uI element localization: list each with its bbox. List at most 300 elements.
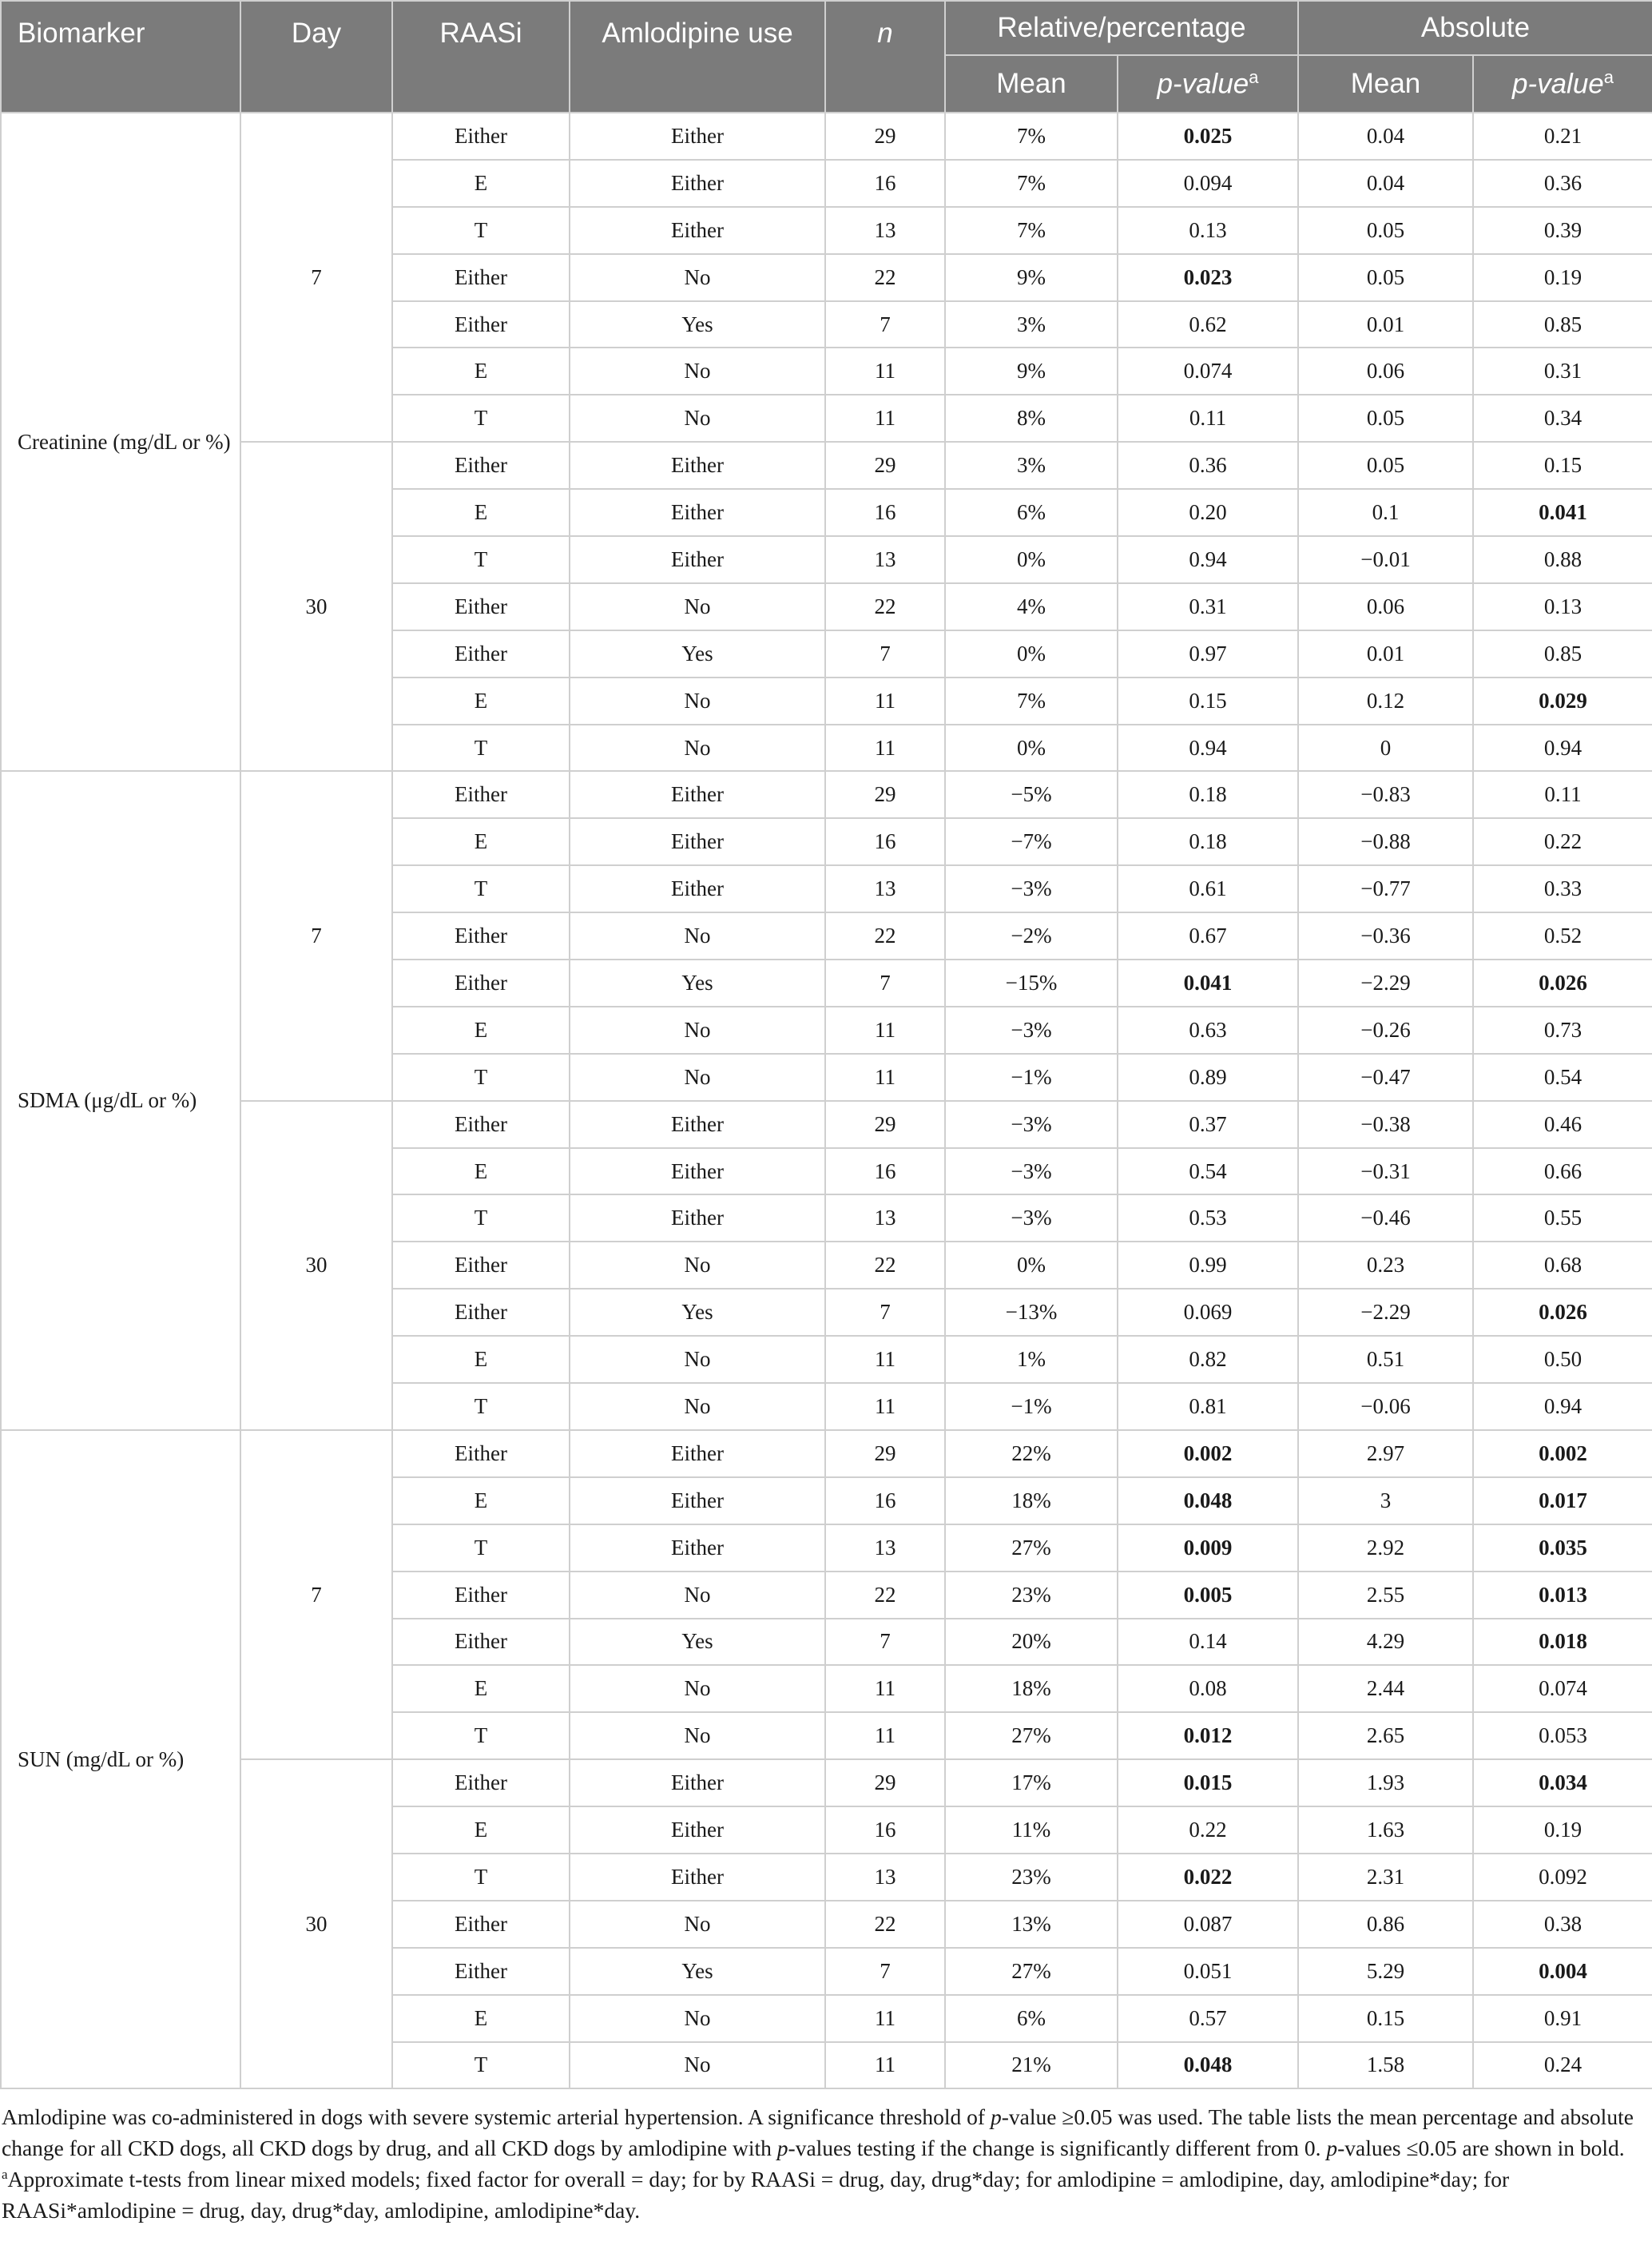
absolute-pvalue-cell: 0.074 <box>1473 1665 1652 1712</box>
relative-mean-cell: −3% <box>945 1101 1118 1148</box>
header-rel-pvalue: p-value$^a$ <box>1118 55 1298 113</box>
absolute-mean-cell: 0.04 <box>1298 113 1473 160</box>
absolute-mean-cell: −0.77 <box>1298 865 1473 912</box>
relative-mean-cell: 1% <box>945 1336 1118 1383</box>
raasi-cell: Either <box>392 254 570 301</box>
relative-mean-cell: 3% <box>945 301 1118 348</box>
amlodipine-cell: No <box>570 1712 825 1759</box>
amlodipine-cell: No <box>570 1901 825 1948</box>
relative-mean-cell: −3% <box>945 1148 1118 1195</box>
relative-pvalue-cell: 0.18 <box>1118 771 1298 818</box>
raasi-cell: E <box>392 1477 570 1524</box>
absolute-pvalue-cell: 0.19 <box>1473 254 1652 301</box>
table-row <box>1 113 1652 160</box>
absolute-mean-cell: 2.97 <box>1298 1430 1473 1477</box>
raasi-cell: T <box>392 725 570 772</box>
raasi-cell: E <box>392 1336 570 1383</box>
absolute-pvalue-cell: 0.053 <box>1473 1712 1652 1759</box>
header-biomarker: Biomarker <box>1 1 240 113</box>
relative-pvalue-cell: 0.048 <box>1118 2042 1298 2089</box>
amlodipine-cell: Either <box>570 1854 825 1901</box>
absolute-mean-cell: −0.83 <box>1298 771 1473 818</box>
amlodipine-cell: Either <box>570 771 825 818</box>
absolute-mean-cell: 0.06 <box>1298 583 1473 630</box>
relative-mean-cell: 4% <box>945 583 1118 630</box>
n-cell: 22 <box>825 1242 945 1289</box>
absolute-mean-cell: −0.47 <box>1298 1054 1473 1101</box>
raasi-cell: T <box>392 536 570 583</box>
raasi-cell: E <box>392 1007 570 1054</box>
amlodipine-cell: No <box>570 1665 825 1712</box>
raasi-cell: E <box>392 678 570 725</box>
relative-mean-cell: −3% <box>945 1007 1118 1054</box>
amlodipine-cell: Yes <box>570 1289 825 1336</box>
absolute-mean-cell: 2.65 <box>1298 1712 1473 1759</box>
relative-mean-cell: 17% <box>945 1759 1118 1806</box>
table-row <box>1 1759 1652 1806</box>
absolute-mean-cell: 2.92 <box>1298 1524 1473 1572</box>
relative-mean-cell: 9% <box>945 254 1118 301</box>
relative-pvalue-cell: 0.62 <box>1118 301 1298 348</box>
header-day: Day <box>240 1 392 113</box>
relative-pvalue-cell: 0.051 <box>1118 1948 1298 1995</box>
table-row <box>1 771 1652 818</box>
relative-mean-cell: 27% <box>945 1712 1118 1759</box>
absolute-mean-cell: −2.29 <box>1298 1289 1473 1336</box>
absolute-mean-cell: −0.01 <box>1298 536 1473 583</box>
absolute-mean-cell: 1.93 <box>1298 1759 1473 1806</box>
relative-pvalue-cell: 0.67 <box>1118 912 1298 960</box>
relative-pvalue-cell: 0.009 <box>1118 1524 1298 1572</box>
table-row <box>1 1430 1652 1477</box>
raasi-cell: E <box>392 489 570 536</box>
raasi-cell: E <box>392 1665 570 1712</box>
absolute-pvalue-cell: 0.19 <box>1473 1806 1652 1854</box>
amlodipine-cell: Either <box>570 1477 825 1524</box>
absolute-pvalue-cell: 0.68 <box>1473 1242 1652 1289</box>
relative-pvalue-cell: 0.022 <box>1118 1854 1298 1901</box>
header-n: n <box>825 1 945 113</box>
header-abs-mean: Mean <box>1298 55 1473 113</box>
relative-pvalue-cell: 0.53 <box>1118 1194 1298 1242</box>
raasi-cell: T <box>392 865 570 912</box>
absolute-pvalue-cell: 0.94 <box>1473 1383 1652 1430</box>
amlodipine-cell: Yes <box>570 1948 825 1995</box>
absolute-mean-cell: 0.06 <box>1298 348 1473 395</box>
relative-pvalue-cell: 0.37 <box>1118 1101 1298 1148</box>
raasi-cell: Either <box>392 912 570 960</box>
relative-pvalue-cell: 0.99 <box>1118 1242 1298 1289</box>
relative-mean-cell: 13% <box>945 1901 1118 1948</box>
absolute-pvalue-cell: 0.15 <box>1473 442 1652 489</box>
absolute-pvalue-cell: 0.36 <box>1473 160 1652 207</box>
n-cell: 16 <box>825 818 945 865</box>
header-amlodipine: Amlodipine use <box>570 1 825 113</box>
amlodipine-cell: No <box>570 678 825 725</box>
n-cell: 11 <box>825 1665 945 1712</box>
n-cell: 16 <box>825 1806 945 1854</box>
header-rel-mean: Mean <box>945 55 1118 113</box>
amlodipine-cell: No <box>570 725 825 772</box>
absolute-pvalue-cell: 0.002 <box>1473 1430 1652 1477</box>
amlodipine-cell: No <box>570 254 825 301</box>
raasi-cell: T <box>392 1524 570 1572</box>
raasi-cell: Either <box>392 1572 570 1619</box>
absolute-mean-cell: 0.05 <box>1298 254 1473 301</box>
n-cell: 13 <box>825 865 945 912</box>
raasi-cell: Either <box>392 1242 570 1289</box>
absolute-mean-cell: 0.05 <box>1298 207 1473 254</box>
relative-pvalue-cell: 0.81 <box>1118 1383 1298 1430</box>
table-body <box>1 113 1652 2088</box>
amlodipine-cell: Either <box>570 1806 825 1854</box>
absolute-pvalue-cell: 0.004 <box>1473 1948 1652 1995</box>
n-cell: 7 <box>825 301 945 348</box>
raasi-cell: Either <box>392 1948 570 1995</box>
raasi-cell: Either <box>392 1430 570 1477</box>
n-cell: 11 <box>825 395 945 442</box>
relative-pvalue-cell: 0.08 <box>1118 1665 1298 1712</box>
biomarker-cell: Creatinine (mg/dL or %) <box>1 113 240 771</box>
absolute-mean-cell: 0.01 <box>1298 630 1473 678</box>
relative-mean-cell: 6% <box>945 1995 1118 2042</box>
absolute-mean-cell: 2.44 <box>1298 1665 1473 1712</box>
relative-mean-cell: −15% <box>945 960 1118 1007</box>
n-cell: 13 <box>825 1524 945 1572</box>
n-cell: 13 <box>825 1854 945 1901</box>
n-cell: 22 <box>825 254 945 301</box>
raasi-cell: Either <box>392 1901 570 1948</box>
absolute-mean-cell: 0.1 <box>1298 489 1473 536</box>
table-row <box>1 1101 1652 1148</box>
absolute-pvalue-cell: 0.22 <box>1473 818 1652 865</box>
raasi-cell: T <box>392 395 570 442</box>
relative-mean-cell: 7% <box>945 678 1118 725</box>
n-cell: 11 <box>825 1995 945 2042</box>
amlodipine-cell: Either <box>570 489 825 536</box>
raasi-cell: Either <box>392 1289 570 1336</box>
absolute-pvalue-cell: 0.018 <box>1473 1619 1652 1666</box>
relative-mean-cell: 27% <box>945 1524 1118 1572</box>
absolute-pvalue-cell: 0.017 <box>1473 1477 1652 1524</box>
relative-mean-cell: 23% <box>945 1572 1118 1619</box>
n-cell: 22 <box>825 912 945 960</box>
day-cell: 30 <box>240 1101 392 1430</box>
absolute-mean-cell: 1.58 <box>1298 2042 1473 2089</box>
amlodipine-cell: No <box>570 395 825 442</box>
absolute-mean-cell: 1.63 <box>1298 1806 1473 1854</box>
footnote-a: $^a$Approximate t-tests from linear mixed models; fixed factor for overall = day; for by RAASi = drug, day, drug*day; for amlodipine = amlodipine, day, amlodipine*day; for RAASi*amlodipine = drug, day, drug*day, amlodipine, amlodipine*day. <box>2 2166 1510 2223</box>
day-cell: 7 <box>240 1430 392 1759</box>
absolute-mean-cell: −0.88 <box>1298 818 1473 865</box>
relative-mean-cell: 18% <box>945 1477 1118 1524</box>
amlodipine-cell: Yes <box>570 301 825 348</box>
relative-mean-cell: 20% <box>945 1619 1118 1666</box>
n-cell: 16 <box>825 1148 945 1195</box>
amlodipine-cell: Yes <box>570 960 825 1007</box>
absolute-pvalue-cell: 0.026 <box>1473 960 1652 1007</box>
absolute-pvalue-cell: 0.33 <box>1473 865 1652 912</box>
header-raasi: RAASi <box>392 1 570 113</box>
relative-pvalue-cell: 0.13 <box>1118 207 1298 254</box>
amlodipine-cell: No <box>570 1995 825 2042</box>
n-cell: 29 <box>825 1430 945 1477</box>
absolute-pvalue-cell: 0.55 <box>1473 1194 1652 1242</box>
amlodipine-cell: No <box>570 1383 825 1430</box>
n-cell: 7 <box>825 1619 945 1666</box>
raasi-cell: T <box>392 2042 570 2089</box>
n-cell: 13 <box>825 536 945 583</box>
relative-mean-cell: 8% <box>945 395 1118 442</box>
absolute-pvalue-cell: 0.092 <box>1473 1854 1652 1901</box>
n-cell: 29 <box>825 1759 945 1806</box>
raasi-cell: E <box>392 818 570 865</box>
absolute-pvalue-cell: 0.21 <box>1473 113 1652 160</box>
relative-mean-cell: 0% <box>945 536 1118 583</box>
biomarker-cell: SDMA (μg/dL or %) <box>1 771 240 1429</box>
amlodipine-cell: No <box>570 912 825 960</box>
absolute-mean-cell: 0.51 <box>1298 1336 1473 1383</box>
amlodipine-cell: No <box>570 2042 825 2089</box>
n-cell: 7 <box>825 960 945 1007</box>
absolute-mean-cell: 0.04 <box>1298 160 1473 207</box>
absolute-pvalue-cell: 0.013 <box>1473 1572 1652 1619</box>
n-cell: 11 <box>825 348 945 395</box>
absolute-mean-cell: 5.29 <box>1298 1948 1473 1995</box>
relative-pvalue-cell: 0.025 <box>1118 113 1298 160</box>
absolute-mean-cell: 4.29 <box>1298 1619 1473 1666</box>
relative-pvalue-cell: 0.61 <box>1118 865 1298 912</box>
n-cell: 11 <box>825 1054 945 1101</box>
relative-pvalue-cell: 0.094 <box>1118 160 1298 207</box>
absolute-pvalue-cell: 0.31 <box>1473 348 1652 395</box>
absolute-mean-cell: 0.86 <box>1298 1901 1473 1948</box>
relative-pvalue-cell: 0.36 <box>1118 442 1298 489</box>
n-cell: 7 <box>825 630 945 678</box>
n-cell: 29 <box>825 771 945 818</box>
amlodipine-cell: Either <box>570 207 825 254</box>
relative-mean-cell: 18% <box>945 1665 1118 1712</box>
n-cell: 11 <box>825 1383 945 1430</box>
relative-pvalue-cell: 0.97 <box>1118 630 1298 678</box>
raasi-cell: E <box>392 1148 570 1195</box>
relative-pvalue-cell: 0.54 <box>1118 1148 1298 1195</box>
footnote-main: Amlodipine was co-administered in dogs with severe systemic arterial hypertension. A significance threshold of p-value ≥0.05 was used. The table lists the mean percentage and absolute change for all CKD dogs, all CKD dogs by drug, and all CKD dogs by amlodipine with p-values testing if the change is significantly different from 0. p-values ≤0.05 are shown in bold. <box>2 2104 1634 2161</box>
day-cell: 30 <box>240 442 392 771</box>
amlodipine-cell: Either <box>570 1101 825 1148</box>
relative-mean-cell: 0% <box>945 1242 1118 1289</box>
absolute-mean-cell: 0.01 <box>1298 301 1473 348</box>
relative-pvalue-cell: 0.31 <box>1118 583 1298 630</box>
relative-pvalue-cell: 0.087 <box>1118 1901 1298 1948</box>
absolute-pvalue-cell: 0.50 <box>1473 1336 1652 1383</box>
amlodipine-cell: Either <box>570 113 825 160</box>
raasi-cell: Either <box>392 960 570 1007</box>
n-cell: 11 <box>825 1007 945 1054</box>
relative-pvalue-cell: 0.14 <box>1118 1619 1298 1666</box>
n-cell: 29 <box>825 442 945 489</box>
raasi-cell: Either <box>392 771 570 818</box>
relative-pvalue-cell: 0.069 <box>1118 1289 1298 1336</box>
amlodipine-cell: Either <box>570 536 825 583</box>
day-cell: 30 <box>240 1759 392 2088</box>
relative-pvalue-cell: 0.22 <box>1118 1806 1298 1854</box>
relative-mean-cell: −13% <box>945 1289 1118 1336</box>
amlodipine-cell: Either <box>570 1194 825 1242</box>
raasi-cell: T <box>392 1194 570 1242</box>
absolute-pvalue-cell: 0.026 <box>1473 1289 1652 1336</box>
absolute-mean-cell: 2.31 <box>1298 1854 1473 1901</box>
relative-mean-cell: 23% <box>945 1854 1118 1901</box>
amlodipine-cell: No <box>570 348 825 395</box>
header-abs-pvalue: p-value$^a$ <box>1473 55 1652 113</box>
absolute-mean-cell: −0.38 <box>1298 1101 1473 1148</box>
relative-mean-cell: 7% <box>945 160 1118 207</box>
relative-mean-cell: −5% <box>945 771 1118 818</box>
relative-pvalue-cell: 0.11 <box>1118 395 1298 442</box>
absolute-mean-cell: −2.29 <box>1298 960 1473 1007</box>
n-cell: 22 <box>825 583 945 630</box>
day-cell: 7 <box>240 771 392 1100</box>
n-cell: 13 <box>825 207 945 254</box>
absolute-pvalue-cell: 0.46 <box>1473 1101 1652 1148</box>
absolute-pvalue-cell: 0.91 <box>1473 1995 1652 2042</box>
n-cell: 7 <box>825 1948 945 1995</box>
table-row <box>1 442 1652 489</box>
amlodipine-cell: No <box>570 1572 825 1619</box>
raasi-cell: T <box>392 1854 570 1901</box>
absolute-pvalue-cell: 0.34 <box>1473 395 1652 442</box>
relative-mean-cell: 11% <box>945 1806 1118 1854</box>
amlodipine-cell: Yes <box>570 1619 825 1666</box>
relative-pvalue-cell: 0.94 <box>1118 725 1298 772</box>
absolute-pvalue-cell: 0.24 <box>1473 2042 1652 2089</box>
relative-pvalue-cell: 0.82 <box>1118 1336 1298 1383</box>
relative-pvalue-cell: 0.002 <box>1118 1430 1298 1477</box>
n-cell: 11 <box>825 2042 945 2089</box>
absolute-mean-cell: 0.15 <box>1298 1995 1473 2042</box>
amlodipine-cell: No <box>570 1007 825 1054</box>
amlodipine-cell: Either <box>570 1759 825 1806</box>
amlodipine-cell: No <box>570 1242 825 1289</box>
absolute-pvalue-cell: 0.13 <box>1473 583 1652 630</box>
amlodipine-cell: No <box>570 1054 825 1101</box>
relative-pvalue-cell: 0.041 <box>1118 960 1298 1007</box>
relative-mean-cell: −1% <box>945 1383 1118 1430</box>
absolute-pvalue-cell: 0.38 <box>1473 1901 1652 1948</box>
table-footnotes <box>0 2101 1652 2226</box>
n-cell: 11 <box>825 725 945 772</box>
relative-mean-cell: 7% <box>945 113 1118 160</box>
n-cell: 16 <box>825 160 945 207</box>
relative-pvalue-cell: 0.89 <box>1118 1054 1298 1101</box>
day-cell: 7 <box>240 113 392 442</box>
absolute-mean-cell: −0.06 <box>1298 1383 1473 1430</box>
raasi-cell: T <box>392 1712 570 1759</box>
absolute-pvalue-cell: 0.73 <box>1473 1007 1652 1054</box>
amlodipine-cell: Yes <box>570 630 825 678</box>
raasi-cell: Either <box>392 583 570 630</box>
amlodipine-cell: Either <box>570 160 825 207</box>
amlodipine-cell: Either <box>570 1430 825 1477</box>
raasi-cell: Either <box>392 1101 570 1148</box>
relative-pvalue-cell: 0.074 <box>1118 348 1298 395</box>
relative-pvalue-cell: 0.20 <box>1118 489 1298 536</box>
n-cell: 7 <box>825 1289 945 1336</box>
relative-pvalue-cell: 0.15 <box>1118 678 1298 725</box>
raasi-cell: Either <box>392 1619 570 1666</box>
raasi-cell: Either <box>392 630 570 678</box>
relative-mean-cell: 22% <box>945 1430 1118 1477</box>
amlodipine-cell: Either <box>570 865 825 912</box>
relative-pvalue-cell: 0.048 <box>1118 1477 1298 1524</box>
relative-mean-cell: −7% <box>945 818 1118 865</box>
raasi-cell: T <box>392 207 570 254</box>
relative-pvalue-cell: 0.023 <box>1118 254 1298 301</box>
relative-mean-cell: −2% <box>945 912 1118 960</box>
raasi-cell: Either <box>392 113 570 160</box>
absolute-mean-cell: 0 <box>1298 725 1473 772</box>
absolute-mean-cell: 0.12 <box>1298 678 1473 725</box>
n-cell: 22 <box>825 1901 945 1948</box>
relative-mean-cell: 0% <box>945 725 1118 772</box>
n-cell: 16 <box>825 1477 945 1524</box>
relative-pvalue-cell: 0.015 <box>1118 1759 1298 1806</box>
relative-mean-cell: −3% <box>945 865 1118 912</box>
n-cell: 16 <box>825 489 945 536</box>
relative-mean-cell: 21% <box>945 2042 1118 2089</box>
n-cell: 13 <box>825 1194 945 1242</box>
n-cell: 22 <box>825 1572 945 1619</box>
raasi-cell: Either <box>392 301 570 348</box>
amlodipine-cell: No <box>570 1336 825 1383</box>
amlodipine-cell: Either <box>570 1148 825 1195</box>
absolute-mean-cell: −0.31 <box>1298 1148 1473 1195</box>
relative-mean-cell: −3% <box>945 1194 1118 1242</box>
absolute-mean-cell: −0.26 <box>1298 1007 1473 1054</box>
absolute-pvalue-cell: 0.52 <box>1473 912 1652 960</box>
absolute-mean-cell: −0.46 <box>1298 1194 1473 1242</box>
absolute-mean-cell: 0.05 <box>1298 442 1473 489</box>
relative-mean-cell: 7% <box>945 207 1118 254</box>
relative-pvalue-cell: 0.63 <box>1118 1007 1298 1054</box>
relative-mean-cell: 9% <box>945 348 1118 395</box>
relative-pvalue-cell: 0.005 <box>1118 1572 1298 1619</box>
absolute-pvalue-cell: 0.66 <box>1473 1148 1652 1195</box>
amlodipine-cell: Either <box>570 818 825 865</box>
n-cell: 11 <box>825 1712 945 1759</box>
relative-pvalue-cell: 0.18 <box>1118 818 1298 865</box>
absolute-pvalue-cell: 0.39 <box>1473 207 1652 254</box>
absolute-mean-cell: 2.55 <box>1298 1572 1473 1619</box>
absolute-mean-cell: 0.05 <box>1298 395 1473 442</box>
relative-pvalue-cell: 0.57 <box>1118 1995 1298 2042</box>
amlodipine-cell: Either <box>570 1524 825 1572</box>
relative-mean-cell: −1% <box>945 1054 1118 1101</box>
biomarker-cell: SUN (mg/dL or %) <box>1 1430 240 2088</box>
n-cell: 11 <box>825 678 945 725</box>
amlodipine-cell: Either <box>570 442 825 489</box>
absolute-pvalue-cell: 0.54 <box>1473 1054 1652 1101</box>
relative-pvalue-cell: 0.94 <box>1118 536 1298 583</box>
header-absolute: Absolute <box>1298 1 1652 55</box>
absolute-pvalue-cell: 0.041 <box>1473 489 1652 536</box>
absolute-pvalue-cell: 0.034 <box>1473 1759 1652 1806</box>
absolute-mean-cell: 0.23 <box>1298 1242 1473 1289</box>
raasi-cell: E <box>392 160 570 207</box>
absolute-pvalue-cell: 0.85 <box>1473 301 1652 348</box>
raasi-cell: Either <box>392 1759 570 1806</box>
